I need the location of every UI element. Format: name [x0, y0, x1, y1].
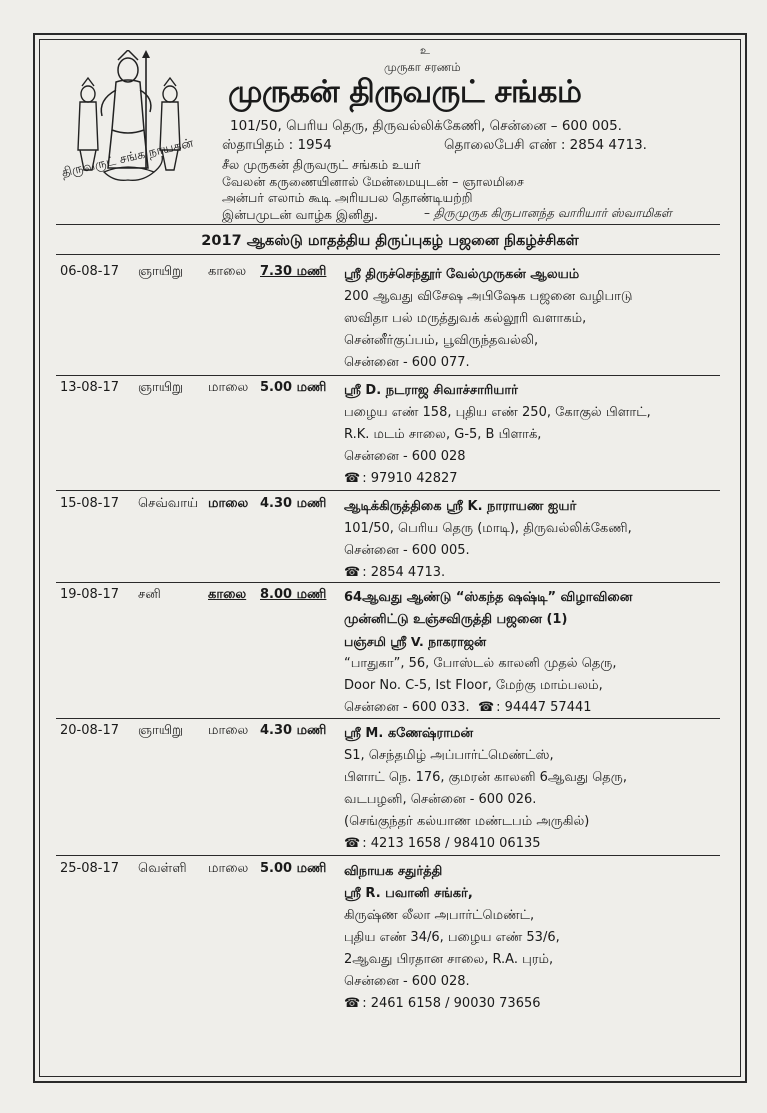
event-host: பஞ்சமி ஸ்ரீ V. நாகராஜன் [344, 634, 487, 649]
event-occasion: 64ஆவது ஆண்டு “ஸ்கந்த ஷஷ்டி” விழாவினை [344, 590, 633, 605]
event-line: பழைய எண் 158, புதிய எண் 250, கோகுல் பிளாட், [344, 405, 651, 420]
event-day: ஞாயிறு [138, 380, 183, 395]
founded-year: ஸ்தாபிதம் : 1954 [222, 137, 332, 153]
event-line: “பாதுகா”, 56, போஸ்டல் காலனி முதல் தெரு, [344, 656, 617, 671]
event-line: சென்னை - 600 028 [344, 449, 466, 464]
om-symbol: உ [420, 44, 430, 57]
phone-icon: ☎ [344, 996, 361, 1011]
event-line: சென்னை - 600 028. [344, 974, 470, 989]
event-line: Door No. C-5, Ist Floor, மேற்கு மாம்பலம், [344, 678, 603, 693]
event-day: ஞாயிறு [138, 723, 183, 738]
event-line: சென்னீர்குப்பம், பூவிருந்தவல்லி, [344, 333, 539, 348]
event-details [344, 380, 651, 490]
phone-icon: ☎ [344, 836, 361, 851]
event-time: 7.30 மணி [260, 264, 327, 279]
event-phone: : 97910 42827 [362, 471, 458, 486]
event-phone: : 4213 1658 / 98410 06135 [362, 836, 541, 851]
event-line: சென்னை - 600 077. [344, 355, 470, 370]
event-session: மாலை [208, 380, 249, 395]
schedule-title-divider [56, 254, 720, 255]
event-divider [56, 490, 720, 491]
organization-phone: தொலைபேசி எண் : 2854 4713. [444, 137, 647, 153]
event-time: 5.00 மணி [260, 861, 327, 876]
event-time: 4.30 மணி [260, 496, 327, 511]
event-session: மாலை [208, 723, 249, 738]
event-day: வெள்ளி [138, 861, 187, 876]
schedule-title: 2017 ஆகஸ்டு மாதத்திய திருப்புகழ் பஜனை நிகழ்ச்சிகள் [201, 233, 579, 249]
event-details [344, 496, 632, 584]
event-occasion: முன்னிட்டு உஞ்சவிருத்தி பஜனை (1) [344, 612, 568, 627]
organization-title: முருகன் திருவருட் சங்கம் [228, 74, 582, 110]
event-divider [56, 718, 720, 719]
event-line: R.K. மடம் சாலை, G-5, B பிளாக், [344, 427, 542, 442]
event-date: 15-08-17 [60, 496, 120, 511]
event-date: 06-08-17 [60, 264, 120, 279]
event-line: S1, செந்தமிழ் அப்பார்ட்மெண்ட்ஸ், [344, 748, 554, 763]
phone-icon: ☎ [477, 700, 495, 715]
event-session: காலை [208, 264, 247, 279]
event-divider [56, 855, 720, 856]
event-venue: ஸ்ரீ திருச்செந்தூர் வேல்முருகன் ஆலயம் [344, 267, 580, 282]
event-date: 20-08-17 [60, 723, 120, 738]
event-phone: : 2461 6158 / 90030 73656 [362, 996, 541, 1011]
event-line: 200 ஆவது விசேஷ அபிஷேக பஜனை வழிபாடு [344, 289, 633, 304]
verse-line: சீல முருகன் திருவருட் சங்கம் உயர் [222, 157, 421, 172]
verse-line: வேலன் கருணையினால் மேன்மையுடன் – ஞாலமிசை [222, 173, 524, 189]
event-phone: : 2854 4713. [362, 565, 446, 580]
event-divider [56, 582, 720, 583]
event-date: 19-08-17 [60, 587, 120, 602]
event-line: 101/50, பெரிய தெரு (மாடி), திருவல்லிக்கேணி, [344, 521, 632, 536]
event-line: புதிய எண் 34/6, பழைய எண் 53/6, [344, 930, 560, 945]
event-details [344, 723, 627, 855]
event-phone: : 94447 57441 [496, 700, 592, 715]
event-session: மாலை [208, 861, 249, 876]
invocation-text: முருகா சரணம் [384, 60, 461, 74]
event-day: சனி [138, 587, 161, 602]
event-occasion: விநாயக சதுர்த்தி [344, 864, 443, 879]
verse-attribution: – திருமுருக கிருபானந்த வாரியார் ஸ்வாமிகள் [424, 206, 672, 220]
event-details [344, 861, 560, 1015]
event-details [344, 587, 632, 719]
event-line: கிருஷ்ண லீலா அபார்ட்மெண்ட், [344, 908, 535, 923]
event-session: காலை [208, 587, 247, 602]
event-details [344, 264, 633, 374]
phone-icon: ☎ [344, 471, 361, 486]
event-time: 8.00 மணி [260, 587, 327, 602]
page-border-inner [39, 39, 741, 1077]
event-date: 13-08-17 [60, 380, 120, 395]
event-line: ஸவிதா பல் மருத்துவக் கல்லூரி வளாகம், [344, 311, 587, 326]
phone-icon: ☎ [344, 565, 361, 580]
logo-caption: திருவருட் சங்க நாயகன் [60, 134, 195, 180]
event-time: 4.30 மணி [260, 723, 327, 738]
event-time: 5.00 மணி [260, 380, 327, 395]
header-divider [56, 224, 720, 225]
event-session: மாலை [208, 496, 249, 511]
event-line: சென்னை - 600 033. [344, 700, 470, 715]
event-line: வடபழனி, சென்னை - 600 026. [344, 792, 537, 807]
organization-address: 101/50, பெரிய தெரு, திருவல்லிக்கேணி, சென்னை – 600 005. [230, 118, 622, 134]
event-day: ஞாயிறு [138, 264, 183, 279]
event-day: செவ்வாய் [138, 496, 199, 511]
event-line: சென்னை - 600 005. [344, 543, 470, 558]
event-divider [56, 375, 720, 376]
event-host: ஸ்ரீ M. கணேஷ்ராமன் [344, 726, 474, 741]
event-host: ஸ்ரீ R. பவானி சங்கர், [344, 886, 473, 901]
event-line: 2ஆவது பிரதான சாலை, R.A. புரம், [344, 952, 554, 967]
event-host: ஆடிக்கிருத்திகை ஸ்ரீ K. நாராயண ஐயர் [344, 499, 577, 514]
event-date: 25-08-17 [60, 861, 120, 876]
event-line: (செங்குந்தர் கல்யாண மண்டபம் அருகில்) [344, 814, 590, 829]
event-host: ஸ்ரீ D. நடராஜ சிவாச்சாரியார் [344, 383, 518, 398]
verse-line: இன்பமுடன் வாழ்க இனிது. [222, 206, 378, 222]
event-line: பிளாட் நெ. 176, குமரன் காலனி 6ஆவது தெரு, [344, 770, 627, 785]
page-border [33, 33, 747, 1083]
verse-line: அன்பர் எலாம் கூடி அரியபல தொண்டியற்றி [222, 190, 473, 205]
